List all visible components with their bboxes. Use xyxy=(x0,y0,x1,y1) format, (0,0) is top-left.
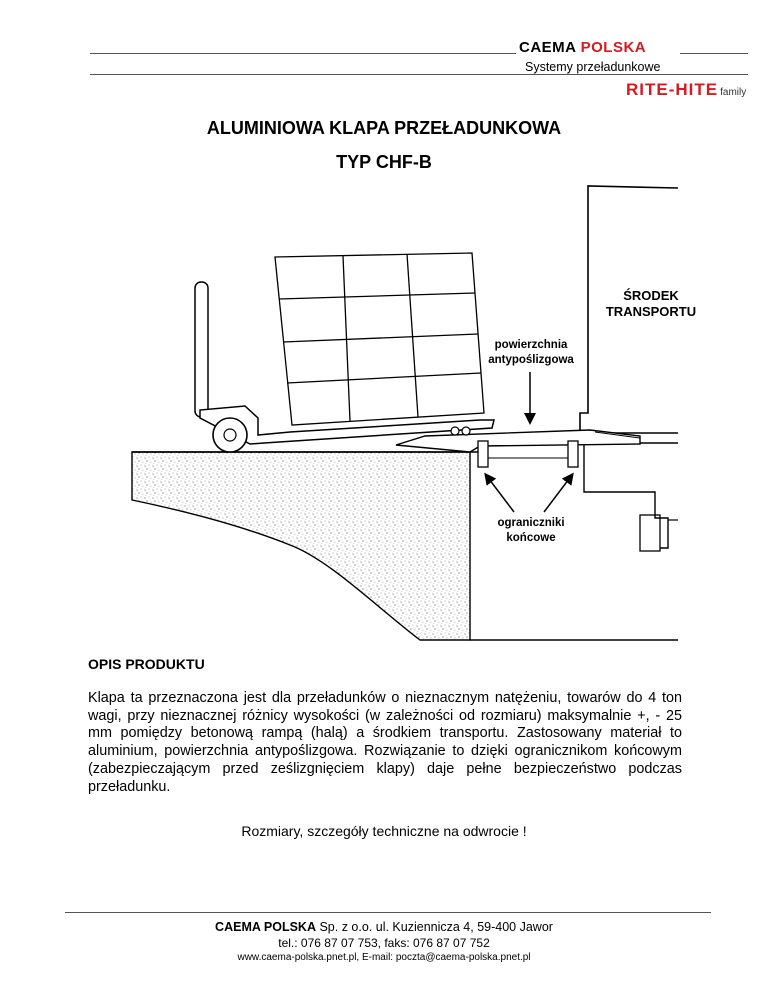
header-rule-right xyxy=(680,53,748,54)
label-stops-line1: ograniczniki xyxy=(497,517,565,529)
product-description: Klapa ta przeznaczona jest dla przeładunków o nieznacznym natężeniu, towarów do 4 ton wagi, przy nieznacznej różnicy wysokości (w zależności od rozmiaru) maksymalnie +, - 25 mm pomiędzy betonową rampą (halą) a środkiem transportu. Zastosowany materiał to aluminium, powierzchnia antypoślizgowa. Rozwiązanie to dzięki ogranicznikom końcowym (zabezpieczającym przed ześlizgnięciem klapy) daje pełne bezpieczeństwo podczas przeładunku. xyxy=(88,690,682,795)
label-stops-line2: końcowe xyxy=(506,532,556,544)
label-transport-line2: TRANSPORTU xyxy=(605,304,697,319)
page-title: ALUMINIOWA KLAPA PRZEŁADUNKOWA xyxy=(206,118,562,138)
logo-family-text: family xyxy=(720,87,747,98)
section-heading: OPIS PRODUKTU xyxy=(88,656,205,672)
pallet-truck-handle xyxy=(195,282,208,417)
brand-name-black: CAEMA xyxy=(519,39,576,56)
page-subtitle: TYP CHF-B xyxy=(336,152,432,172)
dock-plate-diagram xyxy=(0,180,768,650)
footer-address xyxy=(0,920,768,934)
label-transport-line1: ŚRODEK xyxy=(623,288,679,303)
brand-tagline: Systemy przeładunkowe xyxy=(525,60,661,74)
fork-roller xyxy=(462,427,470,435)
stop-arrow-right xyxy=(544,475,572,512)
label-surface xyxy=(476,338,586,368)
truck-chassis xyxy=(584,445,668,548)
rite-hite-logo-text: RITE-HITE xyxy=(626,80,719,99)
header-rule-left xyxy=(90,53,516,54)
brand-name-red: POLSKA xyxy=(580,39,647,56)
plate-stop-right xyxy=(568,441,578,467)
footer-phone: tel.: 076 87 07 753, faks: 076 87 07 752 xyxy=(278,936,490,950)
label-transport xyxy=(596,288,706,320)
label-surface-line1: powierzchnia xyxy=(494,339,568,351)
fork-roller xyxy=(451,427,459,435)
rite-hite-logo xyxy=(626,80,746,100)
brand-name xyxy=(519,39,646,56)
footer-rule xyxy=(65,912,711,913)
footer-company: CAEMA POLSKA xyxy=(215,920,316,934)
header-rule-bottom xyxy=(90,74,748,75)
pallet-load xyxy=(275,253,484,425)
label-stops xyxy=(476,516,586,546)
footer-address-text: Sp. z o.o. ul. Kuziennicza 4, 59-400 Jawor xyxy=(319,920,553,934)
label-surface-line2: antypoślizgowa xyxy=(488,354,574,366)
concrete-ramp xyxy=(132,452,470,640)
truck-bumper-block xyxy=(640,515,660,551)
pallet-truck-wheel-hub xyxy=(224,429,236,441)
footer-web: www.caema-polska.pnet.pl, E-mail: poczta@caema-polska.pnet.pl xyxy=(237,952,531,963)
plate-stop-left xyxy=(478,441,488,467)
stop-arrow-left xyxy=(486,475,514,512)
reverse-side-note: Rozmiary, szczegóły techniczne na odwrocie ! xyxy=(241,823,527,839)
